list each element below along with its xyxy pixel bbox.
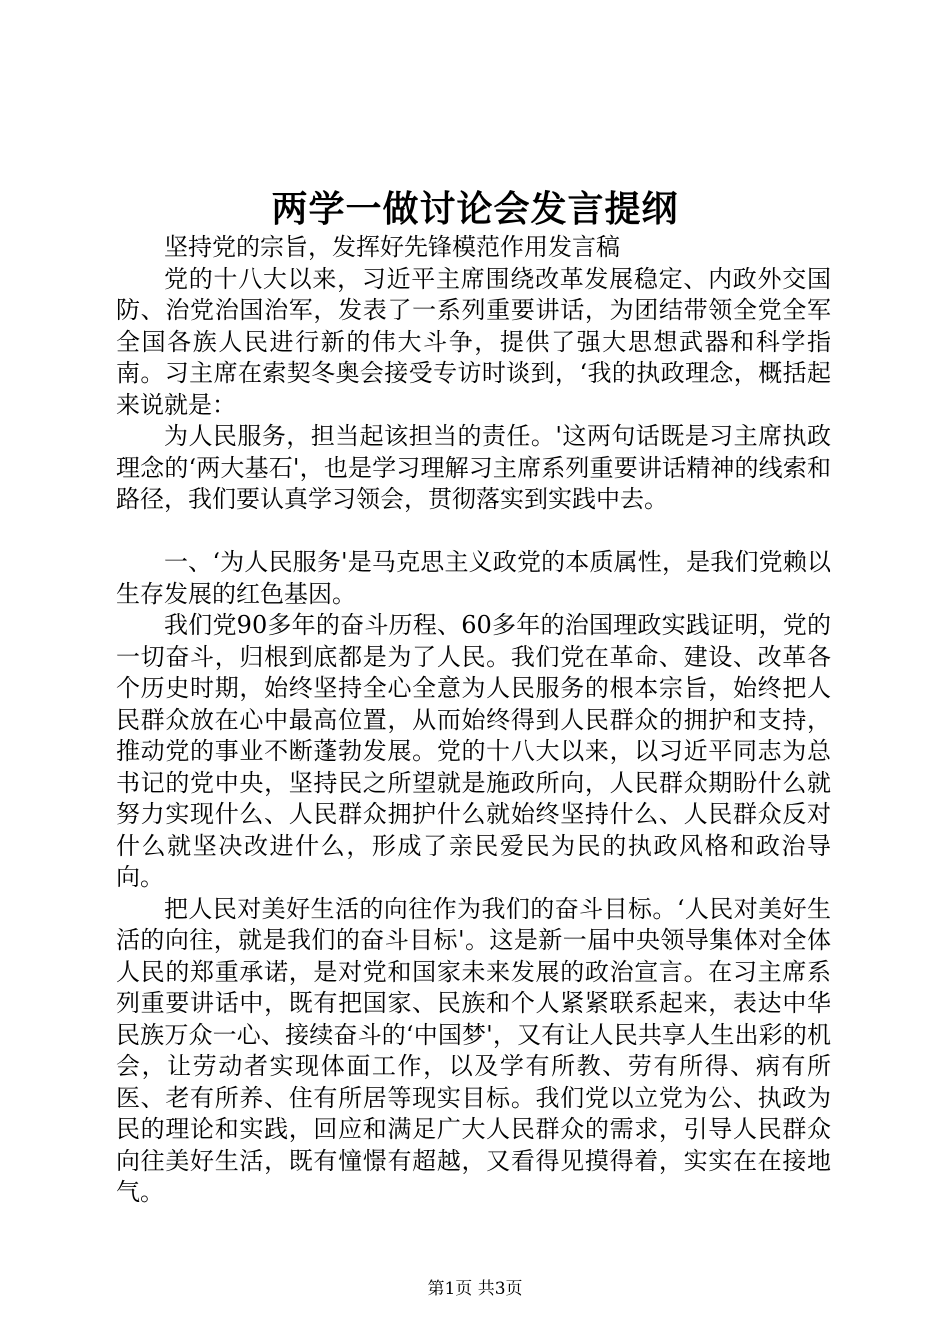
paragraph-intro: 党的十八大以来，习近平主席围绕改革发展稳定、内政外交国防、治党治国治军，发表了一系列重要讲话，为团结带领全党全军全国各族人民进行新的伟大斗争，提供了强大思想武器和科学指南。习主席在索契冬奥会接受专访时谈到，‘我的执政理念，概括起来说就是： (116, 264, 831, 419)
document-body (116, 232, 831, 1209)
paragraph-blank (116, 516, 831, 548)
paragraph-history: 我们党90多年的奋斗历程、60多年的治国理政实践证明，党的一切奋斗，归根到底都是为了人民。我们党在革命、建设、改革各个历史时期，始终坚持全心全意为人民服务的根本宗旨，始终把人民群众放在心中最高位置，从而始终得到人民群众的拥护和支持，推动党的事业不断蓬勃发展。党的十八大以来，以习近平同志为总书记的党中央，坚持民之所望就是施政所向，人民群众期盼什么就努力实现什么、人民群众拥护什么就始终坚持什么、人民群众反对什么就坚决改进什么，形成了亲民爱民为民的执政风格和政治导向。 (116, 611, 831, 891)
section-heading-1: 一、‘为人民服务'是马克思主义政党的本质属性，是我们党赖以生存发展的红色基因。 (116, 548, 831, 608)
paragraph-intro-continued: 为人民服务，担当起该担当的责任。'这两句话既是习主席执政理念的‘两大基石'，也是学习理解习主席系列重要讲话精神的线索和路径，我们要认真学习领会，贯彻落实到实践中去。 (116, 422, 831, 513)
paragraph-goal: 把人民对美好生活的向往作为我们的奋斗目标。‘人民对美好生活的向往，就是我们的奋斗目标'。这是新一届中央领导集体对全体人民的郑重承诺，是对党和国家未来发展的政治宣言。在习主席系列重要讲话中，既有把国家、民族和个人紧紧联系起来，表达中华民族万众一心、接续奋斗的‘中国梦'，又有让人民共享人生出彩的机会，让劳动者实现体面工作，以及学有所教、劳有所得、病有所医、老有所养、住有所居等现实目标。我们党以立党为公、执政为民的理论和实践，回应和满足广大人民群众的需求，引导人民群众向往美好生活，既有憧憬有超越，又看得见摸得着，实实在在接地气。 (116, 894, 831, 1206)
document-title: 两学一做讨论会发言提纲 (271, 188, 679, 230)
paragraph-subtitle: 坚持党的宗旨，发挥好先锋模范作用发言稿 (164, 233, 620, 261)
page-footer: 第1页 共3页 (427, 1279, 523, 1299)
